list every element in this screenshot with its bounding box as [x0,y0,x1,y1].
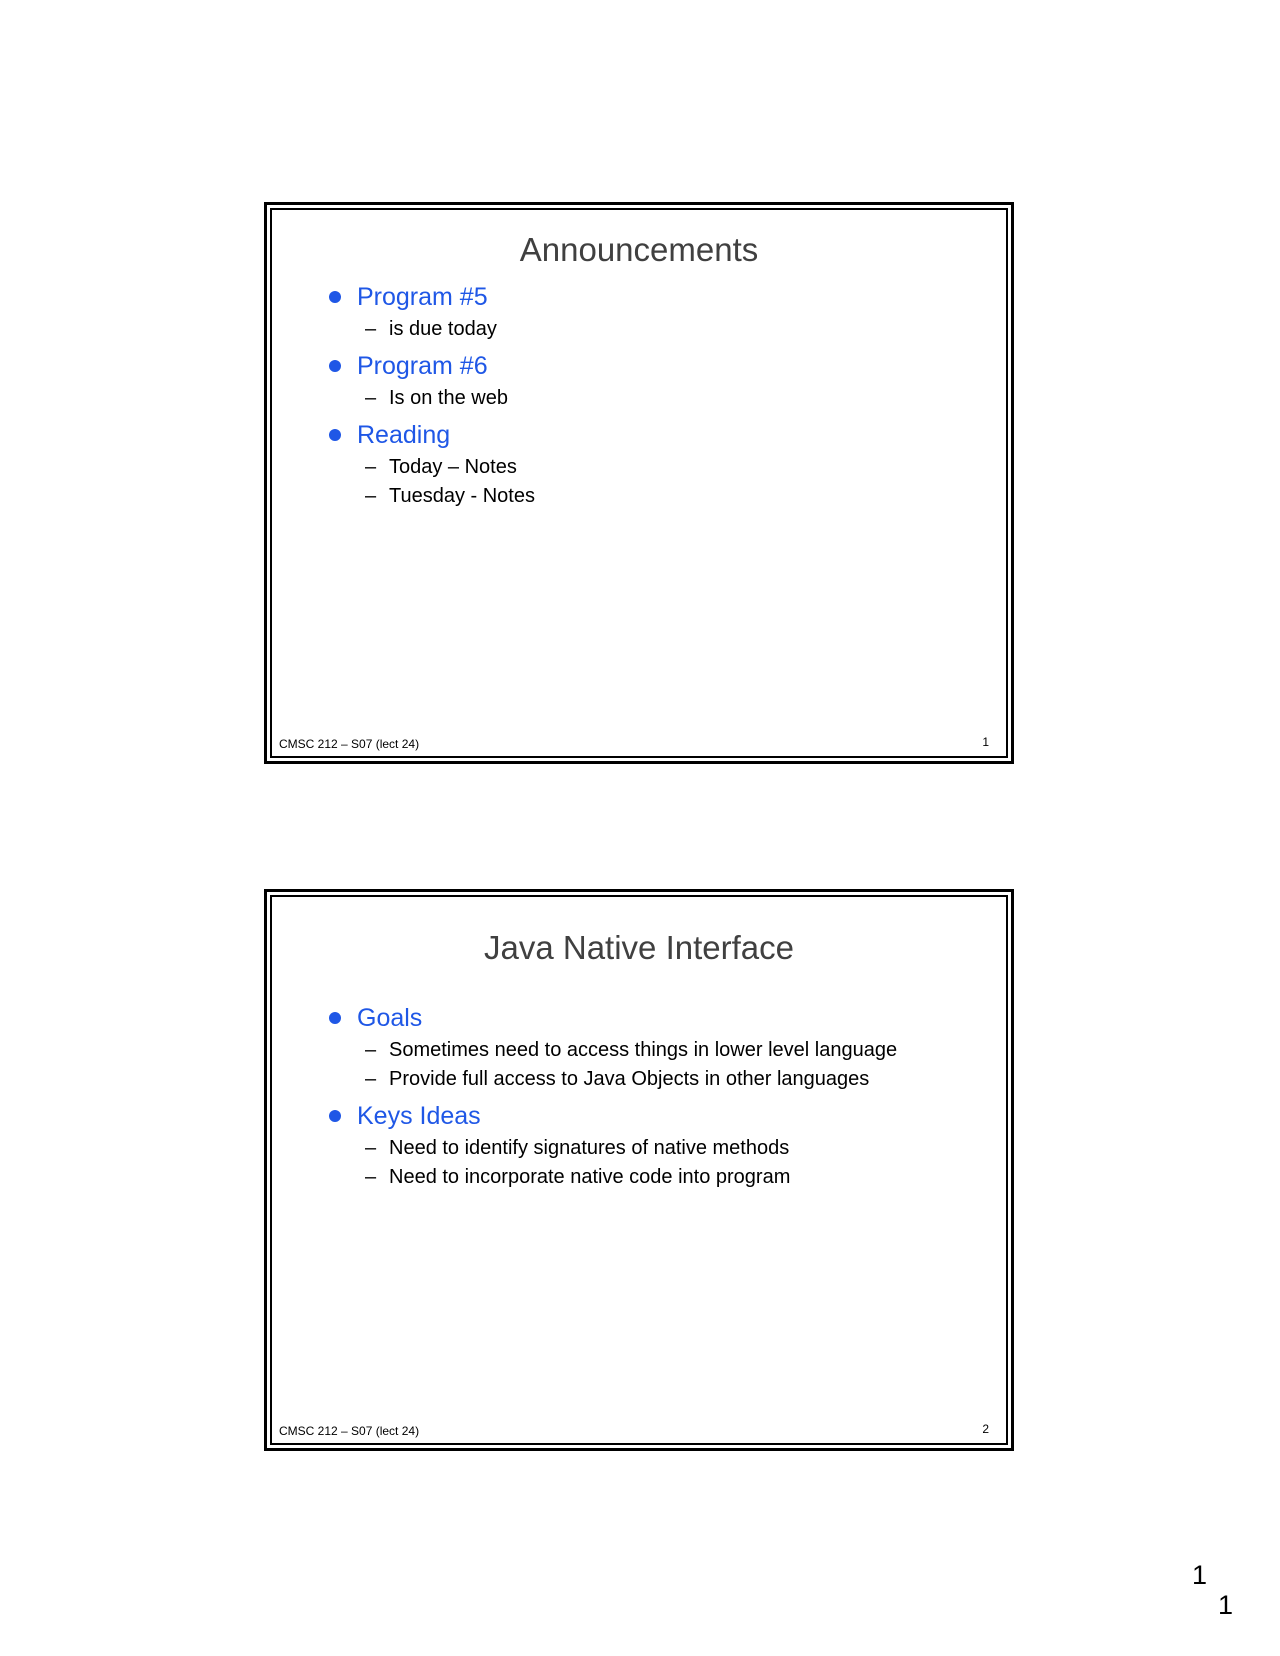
slide-content [327,281,991,517]
bullet-label: Reading [357,421,451,449]
bullet-label: Program #5 [357,283,488,311]
sub-list [357,1036,991,1094]
sub-item-text: Is on the web [389,387,508,409]
sub-item-text: Today – Notes [389,456,517,478]
page-number: 1 [1218,1590,1234,1620]
bullet-dot-icon [329,1012,341,1024]
sub-item [357,384,991,413]
dash-icon: – [365,456,377,478]
sub-item-text: Need to incorporate native code into program [389,1166,791,1188]
sub-item-text: Provide full access to Java Objects in other languages [389,1068,870,1090]
bullet-dot-icon [329,291,341,303]
sub-item [357,1163,991,1192]
sub-list [357,1134,991,1192]
bullet-label: Program #6 [357,352,488,380]
slide-2 [264,889,1014,1451]
sub-item [357,1036,991,1065]
page-number: 1 [1192,1560,1208,1590]
bullet-item [327,419,991,511]
bullet-list [327,1002,991,1192]
bullet-item [327,281,991,344]
bullet-dot-icon [329,360,341,372]
dash-icon: – [365,1166,377,1188]
sub-item-text: is due today [389,318,497,340]
slide-content [327,1002,991,1198]
sub-item [357,1065,991,1094]
sub-item-text: Need to identify signatures of native methods [389,1137,790,1159]
bullet-label: Goals [357,1004,423,1032]
slide-footer: CMSC 212 – S07 (lect 24) [279,737,420,751]
sub-item [357,453,991,482]
bullet-item [327,1100,991,1192]
dash-icon: – [365,1137,377,1159]
dash-icon: – [365,318,377,340]
sub-list [357,384,991,413]
slide-title: Announcements [519,231,759,268]
sub-item [357,1134,991,1163]
bullet-item [327,350,991,413]
bullet-label: Keys Ideas [357,1102,481,1130]
bullet-dot-icon [329,429,341,441]
dash-icon: – [365,387,377,409]
sub-item [357,315,991,344]
sub-item-text: Tuesday - Notes [389,485,535,507]
sub-list [357,315,991,344]
dash-icon: – [365,1068,377,1090]
slide-number: 2 [982,1422,989,1436]
sub-item-text: Sometimes need to access things in lower level language [389,1039,898,1061]
slide-1 [264,202,1014,764]
slide-footer: CMSC 212 – S07 (lect 24) [279,1424,420,1438]
bullet-item [327,1002,991,1094]
dash-icon: – [365,485,377,507]
sub-item [357,482,991,511]
sub-list [357,453,991,511]
slide-number: 1 [982,735,989,749]
dash-icon: – [365,1039,377,1061]
bullet-list [327,281,991,511]
slide-title: Java Native Interface [484,929,794,966]
bullet-dot-icon [329,1110,341,1122]
